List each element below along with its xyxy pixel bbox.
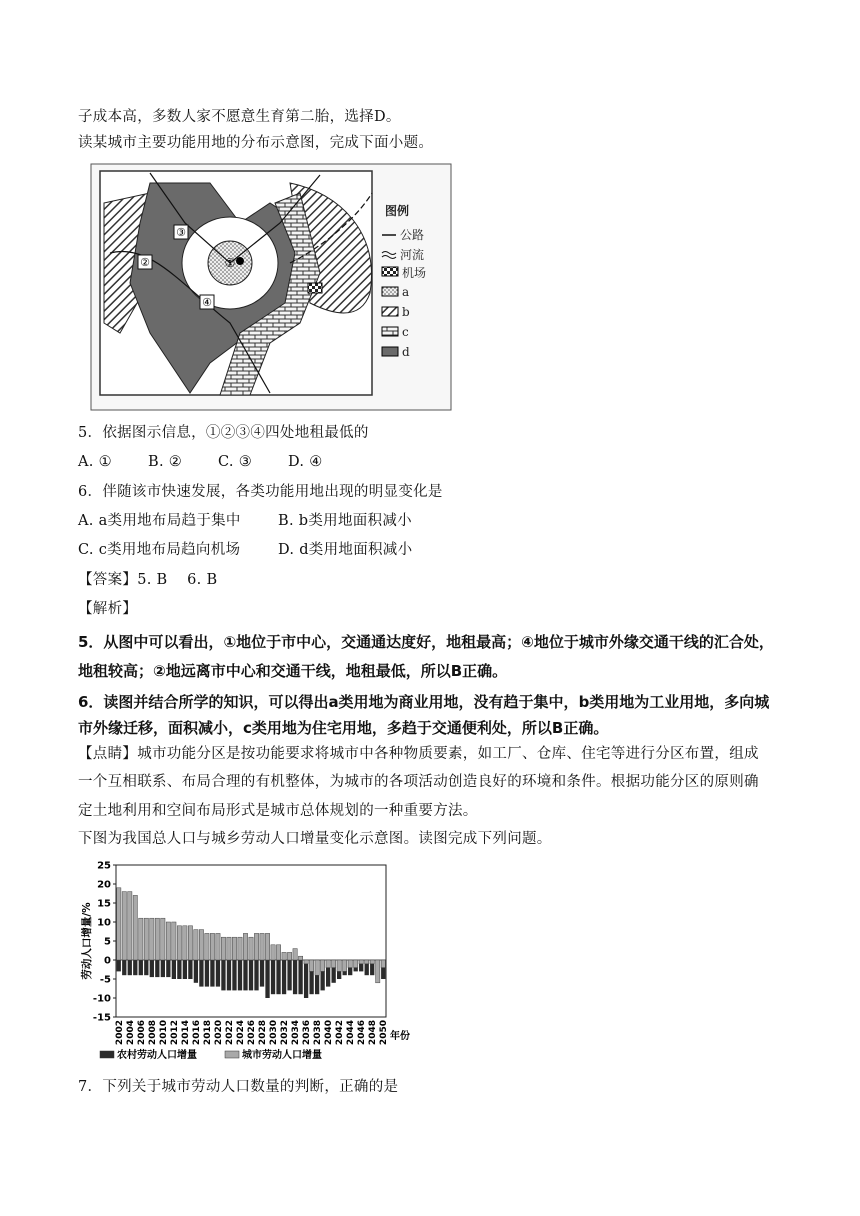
legend-river: 河流: [400, 248, 425, 262]
x-tick-label: 2008: [147, 1020, 158, 1046]
marker-4: ④: [202, 296, 212, 309]
bar-urban: [161, 918, 165, 960]
bar-rural: [194, 960, 198, 983]
y-tick-label: -10: [92, 993, 111, 1005]
bar-rural: [172, 960, 176, 979]
bar-rural: [276, 960, 280, 994]
bar-urban: [359, 960, 363, 964]
bar-urban: [172, 922, 176, 960]
bar-urban: [343, 960, 347, 971]
question-intro-2: 下图为我国总人口与城乡劳动人口增量变化示意图。读图完成下列问题。: [78, 831, 552, 847]
x-tick-label: 2012: [169, 1020, 180, 1046]
y-tick-label: 10: [97, 917, 111, 929]
legend-label-rural: 农村劳动人口增量: [117, 1050, 197, 1061]
x-tick-label: 2038: [313, 1020, 324, 1046]
question-6-options-row2: [78, 540, 412, 560]
bar-rural: [210, 960, 214, 987]
option-b: B. ②: [148, 454, 183, 470]
x-tick-label: 2016: [191, 1020, 202, 1046]
point-line1: 【点睛】城市功能分区是按功能要求将城市中各种物质要素，如工厂、仓库、住宅等进行分区布置，组成: [78, 746, 759, 762]
bar-urban: [337, 960, 341, 971]
y-tick-label: -15: [92, 1012, 111, 1024]
x-tick-label: 2044: [346, 1020, 357, 1046]
legend-road: 公路: [400, 228, 425, 242]
x-tick-label: 2022: [224, 1020, 235, 1046]
x-tick-label: 2034: [291, 1020, 302, 1046]
bar-rural: [183, 960, 187, 979]
bar-urban: [177, 926, 181, 960]
y-tick-label: 15: [97, 898, 111, 910]
y-tick-label: 25: [97, 860, 111, 872]
legend-a: a: [402, 285, 410, 299]
analysis-tag: 【解析】: [78, 601, 138, 617]
bar-urban: [365, 960, 369, 964]
bar-urban: [304, 960, 308, 964]
bar-rural: [271, 960, 275, 994]
bar-rural: [227, 960, 231, 990]
x-tick-label: 2028: [258, 1020, 269, 1046]
x-axis-title: 年份: [390, 1031, 410, 1042]
bar-urban: [381, 960, 385, 968]
bar-rural: [139, 960, 143, 975]
bar-rural: [150, 960, 154, 977]
bar-rural: [216, 960, 220, 987]
bar-rural: [293, 960, 297, 994]
x-tick-label: 2010: [158, 1020, 169, 1046]
bar-rural: [298, 960, 302, 994]
y-tick-label: 20: [97, 879, 111, 891]
bar-rural: [254, 960, 258, 990]
y-tick-label: 0: [104, 955, 111, 967]
explanation-5-line2: 地租较高；②地远离市中心和交通干线，地租最低，所以B正确。: [78, 662, 508, 680]
x-tick-label: 2030: [269, 1020, 280, 1046]
bar-urban: [254, 933, 258, 960]
bar-urban: [348, 960, 352, 968]
bar-urban: [309, 960, 313, 971]
bar-urban: [376, 960, 380, 983]
city-land-use-map: [90, 163, 452, 411]
marker-1: ①: [224, 256, 236, 270]
x-tick-label: 2014: [180, 1020, 191, 1046]
x-tick-label: 2006: [136, 1020, 147, 1046]
explanation-6-line2: 市外缘迁移，面积减小，c类用地为住宅用地，多趋于交通便利处，所以B正确。: [78, 719, 609, 737]
bar-rural: [265, 960, 269, 998]
option-c: C. ③: [218, 454, 252, 470]
bar-rural: [133, 960, 137, 975]
bar-urban: [205, 933, 209, 960]
bar-rural: [205, 960, 209, 987]
x-tick-label: 2026: [247, 1020, 257, 1046]
bar-rural: [260, 960, 264, 987]
bar-urban: [331, 960, 335, 968]
bar-urban: [133, 895, 137, 960]
question-5: 5．依据图示信息，①②③④四处地租最低的: [78, 425, 369, 441]
bar-urban: [216, 933, 220, 960]
x-tick-label: 2040: [324, 1020, 335, 1046]
bar-urban: [320, 960, 324, 971]
bar-urban: [249, 937, 253, 960]
marker-3: ③: [176, 226, 186, 239]
option-a: A. a类用地布局趋于集中: [78, 513, 241, 529]
bar-rural: [117, 960, 121, 971]
bar-rural: [238, 960, 242, 990]
x-tick-label: 2032: [280, 1020, 291, 1046]
bar-urban: [210, 933, 214, 960]
legend-airport: 机场: [402, 266, 427, 280]
point-line2: 一个互相联系、布局合理的有机整体，为城市的各项活动创造良好的环境和条件。根据功能分区的原则确: [78, 774, 759, 790]
bar-urban: [139, 918, 143, 960]
x-tick-label: 2048: [368, 1020, 379, 1046]
bar-urban: [128, 892, 132, 960]
bar-urban: [155, 918, 159, 960]
option-d: D. d类用地面积减小: [278, 542, 413, 558]
x-tick-label: 2018: [202, 1020, 213, 1046]
bar-rural: [243, 960, 247, 990]
question-intro: 读某城市主要功能用地的分布示意图，完成下面小题。: [78, 135, 434, 151]
bar-urban: [293, 949, 297, 960]
legend-swatch-rural: [100, 1051, 114, 1058]
x-tick-label: 2050: [379, 1020, 390, 1046]
bar-rural: [199, 960, 203, 987]
legend-d: d: [402, 345, 410, 359]
bar-rural: [166, 960, 170, 977]
answer-line: [78, 570, 217, 590]
question-7: 7．下列关于城市劳动人口数量的判断，正确的是: [78, 1079, 399, 1095]
bar-rural: [304, 960, 308, 998]
option-d: D. ④: [288, 454, 323, 470]
question-5-options: [78, 452, 323, 472]
y-tick-label: 5: [104, 936, 111, 948]
x-tick-label: 2004: [125, 1020, 136, 1046]
bar-urban: [199, 930, 203, 960]
bar-urban: [166, 922, 170, 960]
bar-urban: [276, 945, 280, 960]
bar-urban: [188, 926, 192, 960]
y-axis-title: 劳动人口增量/%: [81, 902, 93, 980]
bar-rural: [177, 960, 181, 979]
bar-rural: [122, 960, 126, 975]
bar-urban: [271, 945, 275, 960]
bar-rural: [188, 960, 192, 979]
legend-c: c: [402, 325, 409, 339]
question-6: 6．伴随该市快速发展，各类功能用地出现的明显变化是: [78, 484, 443, 500]
x-tick-label: 2002: [114, 1020, 125, 1046]
question-6-options-row1: [78, 511, 412, 531]
bar-rural: [232, 960, 236, 990]
option-c: C. c类用地布局趋向机场: [78, 542, 241, 558]
bar-urban: [221, 937, 225, 960]
bar-urban: [298, 956, 302, 960]
bar-rural: [282, 960, 286, 994]
answer-tag: 【答案】: [78, 572, 138, 588]
bar-rural: [161, 960, 165, 977]
bar-urban: [243, 933, 247, 960]
bar-rural: [287, 960, 291, 990]
bar-urban: [282, 952, 286, 960]
explanation-5-line1: 5．从图中可以看出，①地位于市中心，交通通达度好，地租最高；④地位于城市外缘交通干线的汇合处，: [78, 633, 774, 651]
bar-urban: [260, 933, 264, 960]
option-a: A. ①: [78, 454, 112, 470]
bar-urban: [265, 933, 269, 960]
bar-urban: [194, 930, 198, 960]
bar-urban: [150, 918, 154, 960]
option-b: B. b类用地面积减小: [278, 513, 412, 529]
legend-title: 图例: [385, 204, 410, 218]
bar-urban: [287, 952, 291, 960]
x-tick-label: 2042: [335, 1020, 346, 1046]
bar-urban: [354, 960, 358, 968]
bar-urban: [227, 937, 231, 960]
bar-rural: [249, 960, 253, 990]
bar-urban: [144, 918, 148, 960]
bar-rural: [155, 960, 159, 977]
explanation-6-line1: 6．读图并结合所学的知识，可以得出a类用地为商业用地，没有趋于集中，b类用地为工业用地，多向城: [78, 693, 770, 711]
bar-urban: [315, 960, 319, 975]
bar-urban: [122, 892, 126, 960]
answer-text: 5. B 6. B: [137, 572, 218, 588]
legend-swatch-urban: [225, 1051, 239, 1058]
x-tick-label: 2036: [302, 1020, 313, 1046]
x-tick-label: 2046: [357, 1020, 368, 1046]
bar-rural: [221, 960, 225, 990]
bar-urban: [370, 960, 374, 964]
x-tick-label: 2024: [235, 1020, 246, 1046]
marker-2: ②: [140, 256, 150, 269]
labor-population-chart: [78, 857, 418, 1062]
point-line3: 定土地利用和空间布局形式是城市总体规划的一种重要方法。: [78, 803, 478, 819]
bar-urban: [183, 926, 187, 960]
x-tick-label: 2020: [213, 1020, 224, 1046]
bar-rural: [144, 960, 148, 975]
y-tick-label: -5: [99, 974, 111, 986]
bar-rural: [128, 960, 132, 975]
bar-urban: [232, 937, 236, 960]
legend-b: b: [402, 305, 410, 319]
bar-urban: [238, 937, 242, 960]
legend-label-urban: 城市劳动人口增量: [242, 1050, 322, 1061]
bar-urban: [117, 888, 121, 960]
bar-urban: [326, 960, 330, 968]
text-line: 子成本高，多数人家不愿意生育第二胎，选择D。: [78, 109, 401, 125]
